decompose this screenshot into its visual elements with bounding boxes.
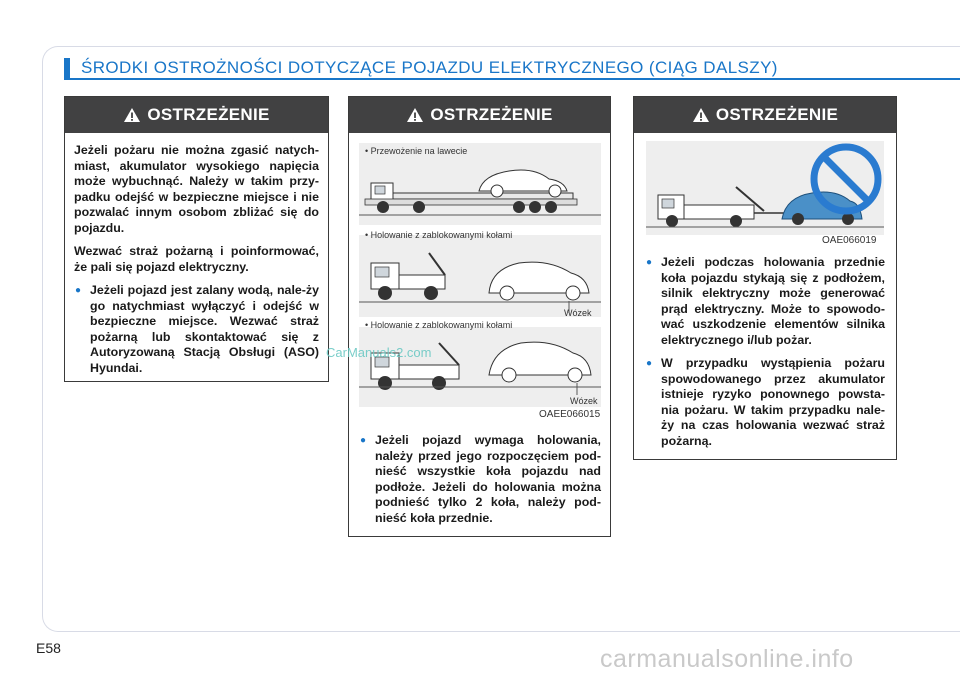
warning-title: OSTRZEŻENIE	[715, 105, 839, 124]
section-header	[64, 58, 960, 78]
warning-triangle-icon	[406, 107, 424, 123]
warning-triangle-icon	[692, 107, 710, 123]
figure-code: OAEE066015	[539, 409, 601, 420]
warning-paragraph: Jeżeli pożaru nie można zgasić natych-miast, akumulator wysokiego napięcia może wybuchnąć. Należy w takim przy-padku odejść w bezpieczne miejsce i nie pozwalać innym osobom zbliżać się do pojazdu.	[74, 143, 319, 235]
warning-header	[65, 97, 328, 133]
dolly-label: Wózek	[564, 308, 592, 318]
towing-methods-figure	[359, 143, 601, 420]
tow-truck-prohibited-illustration	[646, 141, 884, 235]
warning-bullet: ● Jeżeli podczas holowania przednie koła pojazdu stykają się z podłożem, silnik elektryczny może generować prąd elektryczny. Może to spowodo-wać uszkodzenie elementów silnika elektrycznego i/lub pożar.	[645, 255, 885, 348]
dolly-label: Wózek	[570, 396, 598, 406]
section-title: ŚRODKI OSTROŻNOŚCI DOTYCZĄCE POJAZDU ELEKTRYCZNEGO (CIĄG DALSZY)	[81, 58, 778, 77]
flatbed-truck-illustration	[359, 143, 601, 413]
warning-header	[634, 97, 896, 133]
warning-bullet: ● Jeżeli pojazd wymaga holowania, należy przed jego rozpoczęciem pod-nieść wszystkie koła pojazdu nad podłoże. Jeżeli do holowania można podnieść tylko 2 koła, należy pod-nieść koła przednie.	[359, 433, 601, 526]
warning-box-towing	[348, 96, 611, 537]
warning-box-fire	[64, 96, 329, 382]
site-watermark: carmanualsonline.info	[600, 645, 854, 673]
figure-code: OAE066019	[822, 235, 877, 246]
warning-bullet: ● Jeżeli pojazd jest zalany wodą, nale-ży go natychmiast wyłączyć i odejść w bezpieczne miejsce. Wezwać straż pożarną lub skontaktować się z Autoryzowaną Stacją Obsługi (ASO) Hyundai.	[74, 283, 319, 376]
warning-bullet: ● W przypadku wystąpienia pożaru spowodowanego przez akumulator istnieje ryzyko ponownego powsta-nia pożaru. W takim przypadku nale-ży na czas holowania wezwać straż pożarną.	[645, 356, 885, 449]
page-number: E58	[36, 640, 61, 656]
warning-header	[349, 97, 610, 133]
warning-title: OSTRZEŻENIE	[147, 105, 270, 124]
warning-title: OSTRZEŻENIE	[430, 105, 553, 124]
figure-label-wheel-lift: • Holowanie z zablokowanymi kołami	[365, 230, 513, 240]
figure-label-flatbed: • Przewożenie na lawecie	[365, 146, 468, 156]
warning-box-front-wheels	[633, 96, 897, 460]
warning-triangle-icon	[123, 107, 141, 123]
figure-label-dolly: • Holowanie z zablokowanymi kołami	[365, 320, 513, 330]
header-accent	[64, 58, 70, 78]
prohibited-towing-figure	[646, 141, 884, 247]
warning-paragraph: Wezwać straż pożarną i poinformować, że pali się pojazd elektryczny.	[74, 244, 319, 274]
header-rule	[64, 78, 960, 80]
watermark-overlay: CarManuals2.com	[326, 345, 432, 360]
